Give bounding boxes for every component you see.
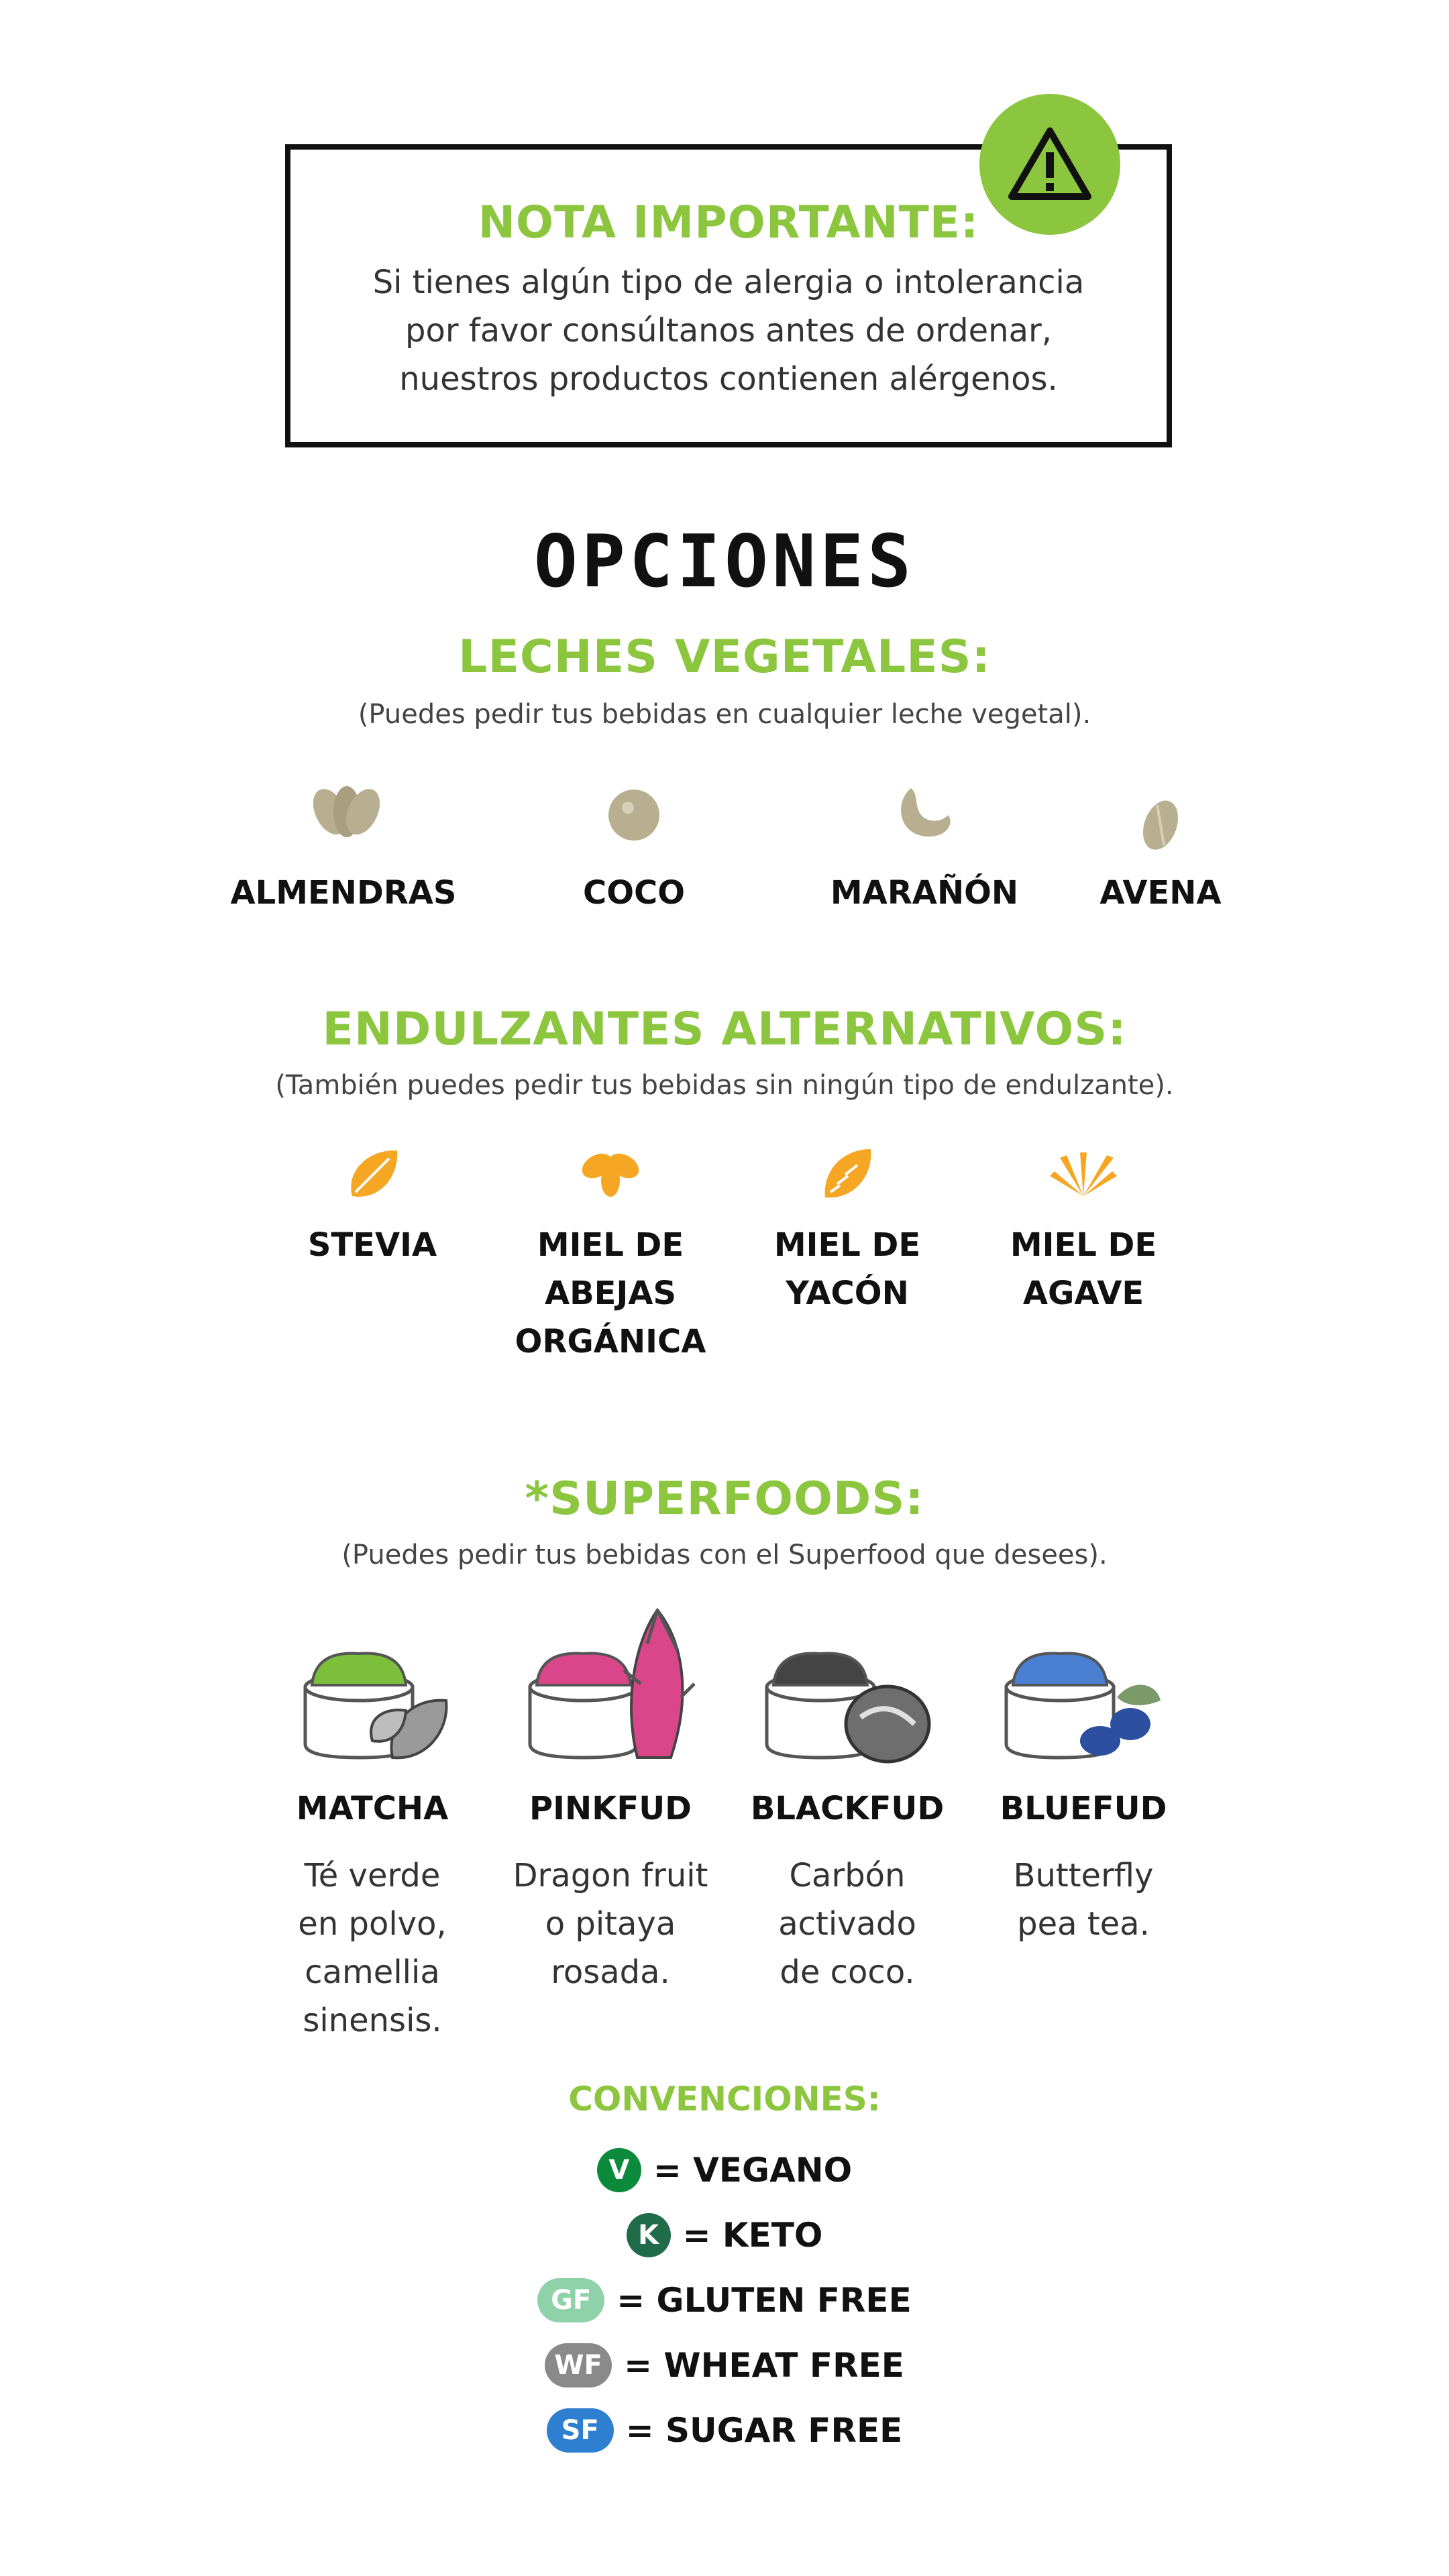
desc-line: pea tea.	[1017, 1905, 1150, 1943]
desc-line: Té verde	[304, 1857, 441, 1894]
superfood-bluefud-desc	[1014, 1851, 1154, 1948]
convention-text: = KETO	[682, 2216, 823, 2255]
convention-text: = GLUTEN FREE	[616, 2281, 912, 2320]
warning-icon	[979, 94, 1120, 235]
notice-body	[317, 258, 1140, 403]
superfood-matcha: MATCHA	[296, 1790, 449, 1827]
coconut-icon	[604, 785, 664, 845]
charcoal-jar-icon	[760, 1623, 934, 1771]
sweeteners-subtitle: (También puedes pedir tus bebidas sin ningún tipo de endulzante).	[275, 1070, 1174, 1101]
desc-line: o pitaya	[545, 1905, 676, 1943]
milk-almendras: ALMENDRAS	[230, 874, 457, 912]
milks-subtitle: (Puedes pedir tus bebidas en cualquier leche vegetal).	[358, 699, 1091, 730]
superfood-pinkfud: PINKFUD	[529, 1790, 692, 1827]
milk-coco: COCO	[582, 874, 686, 912]
desc-line: rosada.	[551, 1953, 670, 1991]
convention-keto	[0, 2208, 1449, 2262]
convention-gluten-free	[0, 2273, 1449, 2327]
desc-line: Butterfly	[1013, 1857, 1154, 1894]
sweetener-miel-agave	[1010, 1221, 1157, 1318]
superfoods-title: *SUPERFOODS:	[525, 1472, 924, 1525]
superfood-blackfud-desc	[778, 1851, 916, 1996]
cashew-icon	[891, 782, 958, 842]
sweetener-line: AGAVE	[1022, 1275, 1144, 1312]
notice-line: por favor consúltanos antes de ordenar,	[405, 312, 1052, 350]
almond-icon	[307, 782, 380, 842]
convention-text: = WHEAT FREE	[624, 2346, 904, 2385]
superfood-blackfud: BLACKFUD	[750, 1790, 945, 1827]
yacon-leaf-icon	[817, 1144, 877, 1204]
oat-icon	[1137, 795, 1184, 855]
agave-icon	[1046, 1146, 1120, 1199]
sweetener-stevia	[308, 1221, 437, 1269]
milk-avena: AVENA	[1099, 874, 1222, 912]
desc-line: activado	[778, 1905, 916, 1943]
sweeteners-title: ENDULZANTES ALTERNATIVOS:	[322, 1003, 1127, 1056]
desc-line: sinensis.	[303, 2002, 442, 2039]
convention-text: = SUGAR FREE	[625, 2411, 903, 2450]
keto-badge-icon: K	[627, 2213, 671, 2257]
stevia-leaf-icon	[342, 1144, 402, 1204]
sweetener-line: ORGÁNICA	[515, 1323, 706, 1360]
gluten-free-badge-icon: GF	[537, 2278, 604, 2322]
vegan-badge-icon: V	[597, 2148, 641, 2192]
milks-title: LECHES VEGETALES:	[458, 631, 991, 684]
desc-line: de coco.	[780, 1953, 915, 1991]
butterfly-pea-jar-icon	[1000, 1623, 1167, 1771]
sweetener-miel-yacon	[774, 1221, 920, 1318]
notice-title: NOTA IMPORTANTE:	[478, 197, 979, 248]
matcha-jar-icon	[292, 1623, 453, 1771]
convention-vegano	[0, 2143, 1449, 2197]
pitaya-jar-icon	[523, 1603, 698, 1771]
bee-icon	[577, 1146, 644, 1199]
convention-wheat-free	[0, 2339, 1449, 2392]
sweetener-line: MIEL DE	[537, 1226, 684, 1264]
conventions-title: CONVENCIONES:	[568, 2080, 881, 2118]
notice-line: nuestros productos contienen alérgenos.	[399, 360, 1058, 398]
desc-line: Carbón	[789, 1857, 906, 1894]
convention-text: = VEGANO	[653, 2151, 853, 2190]
desc-line: Dragon fruit	[513, 1857, 708, 1894]
sugar-free-badge-icon: SF	[547, 2408, 614, 2453]
wheat-free-badge-icon: WF	[545, 2343, 612, 2387]
desc-line: camellia	[305, 1953, 440, 1991]
notice-line: Si tienes algún tipo de alergia o intolerancia	[372, 264, 1085, 301]
convention-sugar-free	[0, 2404, 1449, 2457]
superfood-pinkfud-desc	[513, 1851, 708, 1996]
milk-maranon: MARAÑÓN	[830, 874, 1019, 912]
sweetener-miel-abejas	[515, 1221, 706, 1366]
superfood-matcha-desc	[298, 1851, 446, 2045]
sweetener-line: YACÓN	[786, 1275, 909, 1312]
page-title: OPCIONES	[533, 520, 916, 604]
desc-line: en polvo,	[298, 1905, 447, 1943]
superfoods-subtitle: (Puedes pedir tus bebidas con el Superfood que desees).	[341, 1540, 1108, 1570]
superfood-bluefud: BLUEFUD	[1000, 1790, 1167, 1827]
sweetener-line: MIEL DE	[1010, 1226, 1157, 1264]
sweetener-line: ABEJAS	[544, 1275, 677, 1312]
sweetener-line: STEVIA	[307, 1226, 437, 1264]
sweetener-line: MIEL DE	[773, 1226, 921, 1264]
